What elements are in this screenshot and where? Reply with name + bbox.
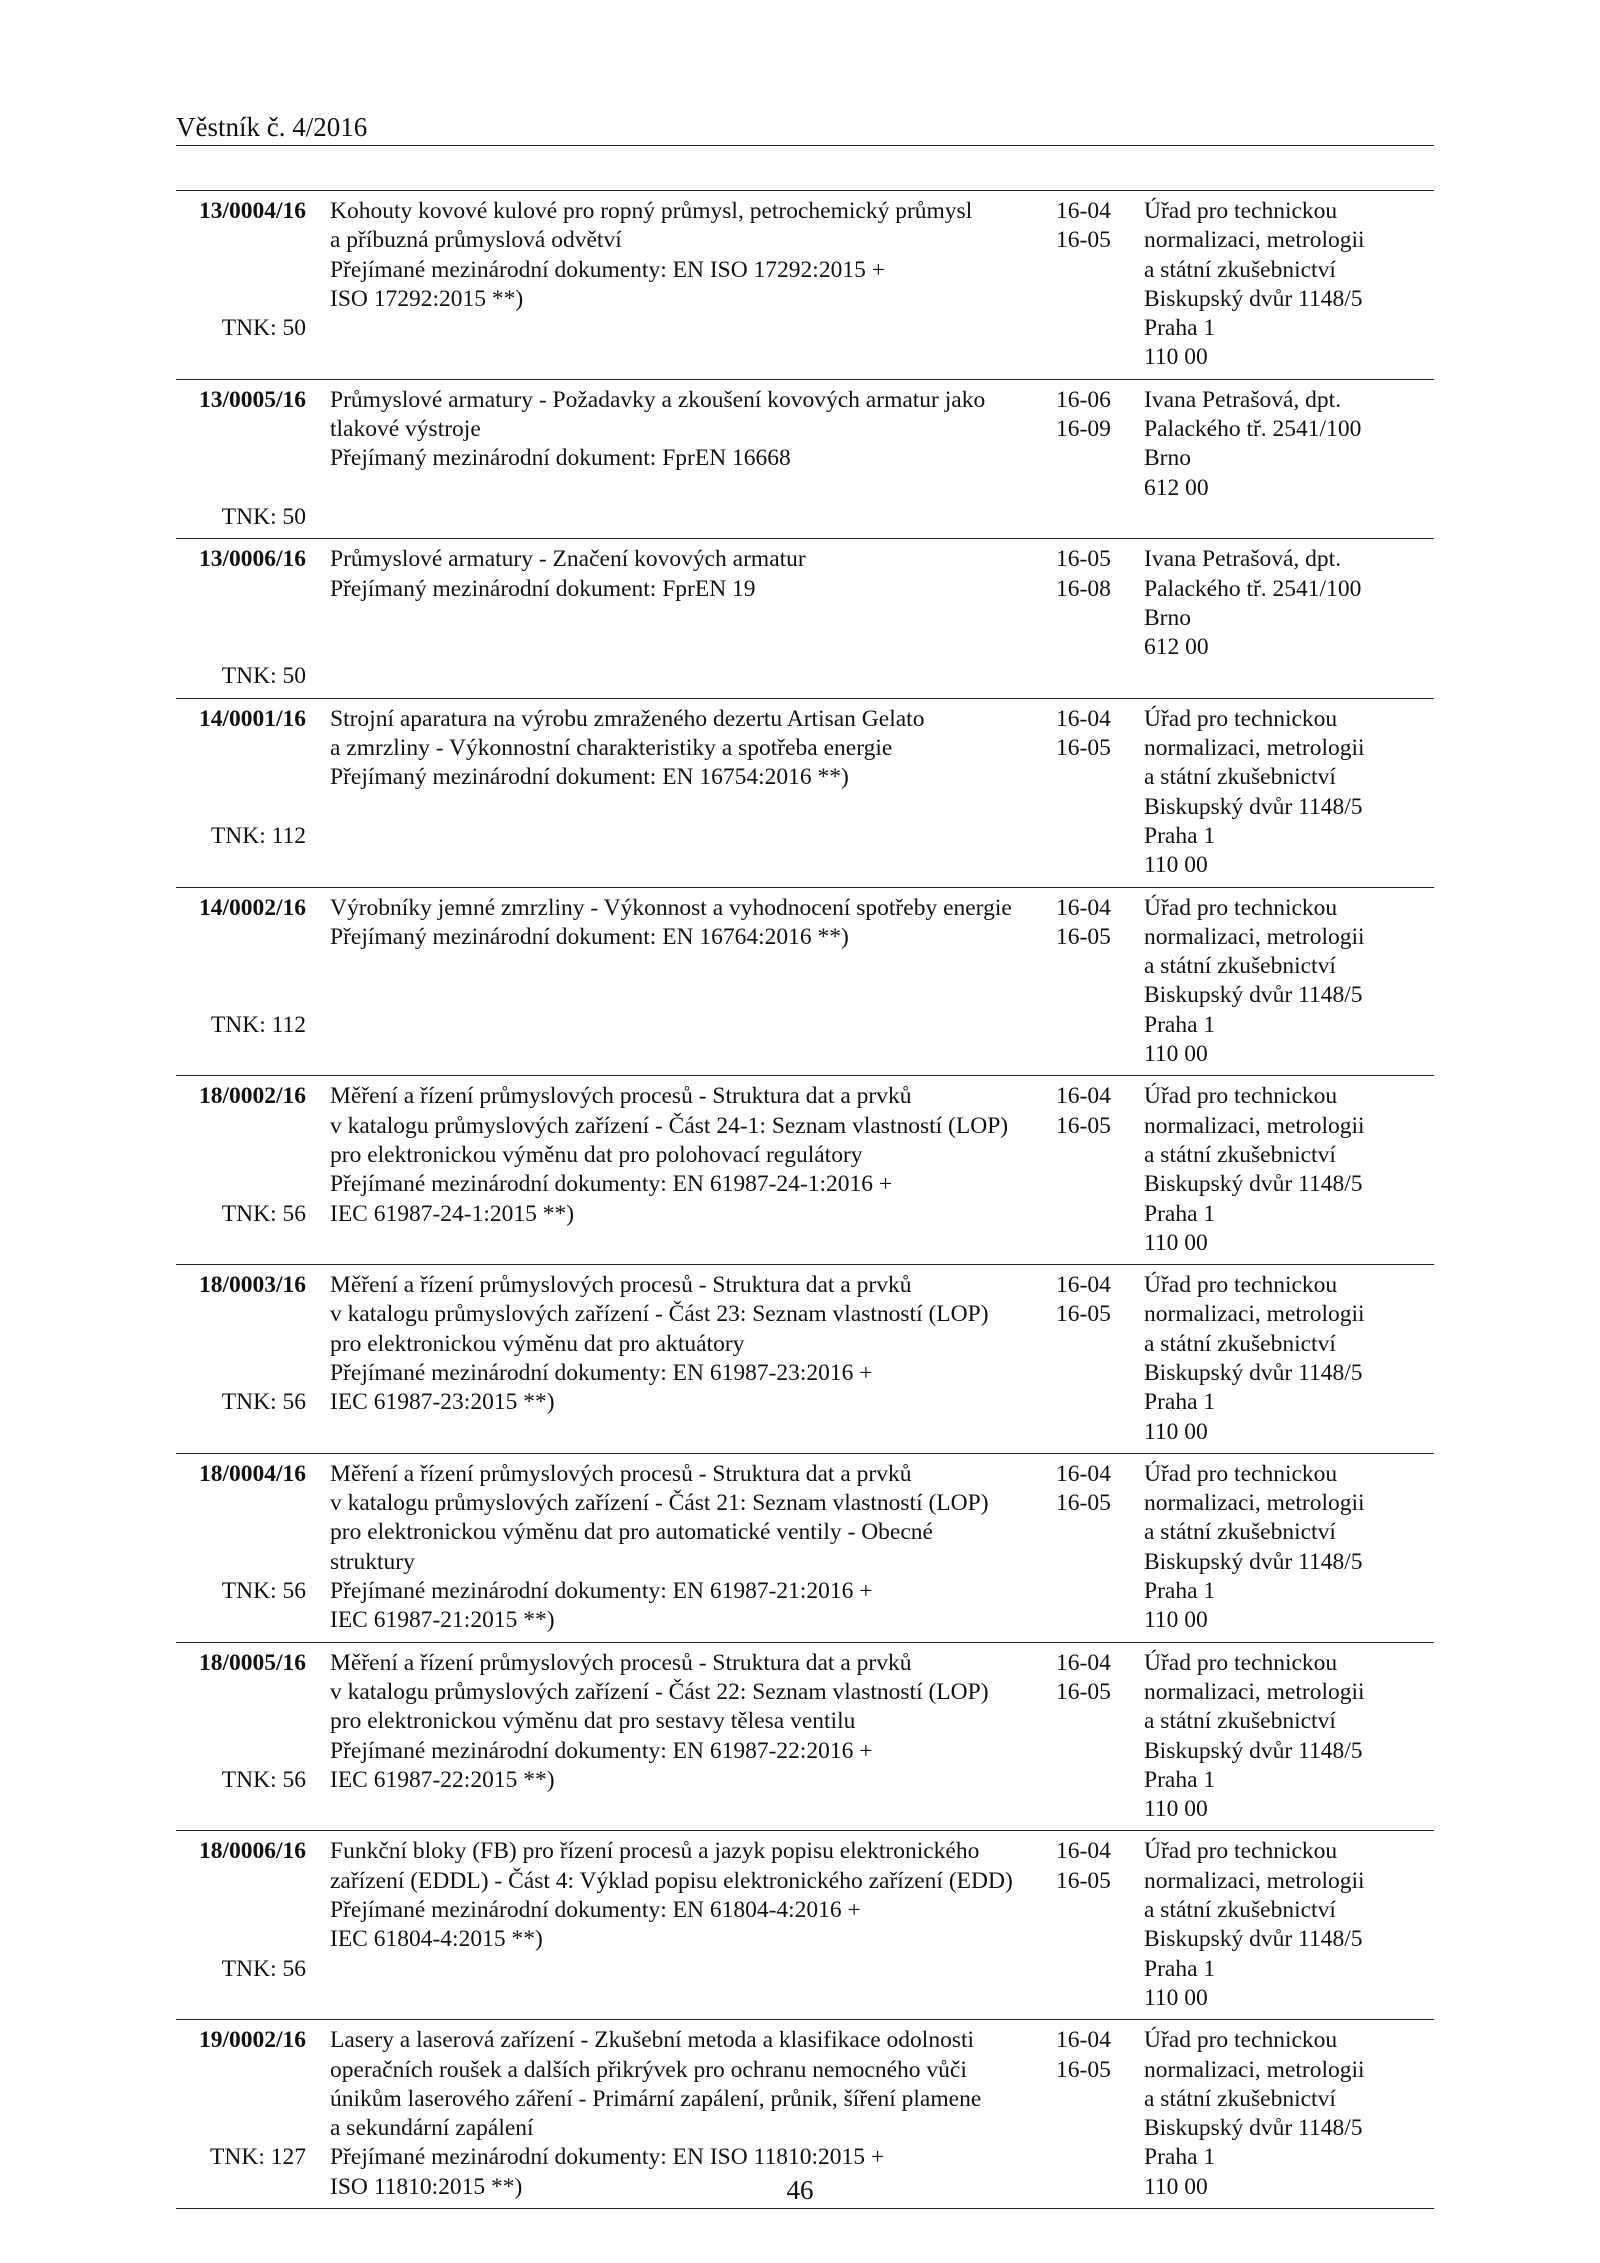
entry-code: 14/0001/16 [198, 705, 306, 732]
entry-description-line: pro elektronickou výměnu dat pro aktuátory [330, 1330, 745, 1357]
entry-dates-cell [1056, 1642, 1144, 1831]
entry-address-line: Praha 1 [1144, 1011, 1216, 1038]
entry-address-line: normalizaci, metrologii [1144, 735, 1365, 762]
entry-address-line: a státní zkušebnictví [1144, 2085, 1336, 2112]
entry-description-line: Přejímané mezinárodní dokumenty: EN 61987-23:2016 + [330, 1359, 873, 1386]
entry-date: 16-04 [1056, 2027, 1111, 2054]
entry-description-line: Měření a řízení průmyslových procesů - Struktura dat a prvků [330, 1272, 912, 1299]
entry-id-cell [176, 379, 330, 538]
entry-address-line: normalizaci, metrologii [1144, 1490, 1365, 1517]
entry-tnk: TNK: 127 [210, 2144, 306, 2171]
entry-address-line: Praha 1 [1144, 1955, 1216, 1982]
entry-address-line: Praha 1 [1144, 2144, 1216, 2171]
entry-description-line: Měření a řízení průmyslových procesů - Struktura dat a prvků [330, 1460, 912, 1487]
standard-entry-row [176, 1453, 1434, 1642]
entry-tnk: TNK: 56 [221, 1766, 306, 1793]
entry-tnk: TNK: 56 [221, 1389, 306, 1416]
entry-address-line: a státní zkušebnictví [1144, 1708, 1336, 1735]
entry-address-cell [1144, 1265, 1434, 1454]
entry-address-line: Úřad pro technickou [1144, 894, 1338, 921]
entry-description-line: struktury [330, 1548, 415, 1575]
entry-address-line: 612 00 [1144, 634, 1209, 661]
entry-description-cell [330, 1265, 1056, 1454]
entry-address-cell [1144, 539, 1434, 698]
entry-description-line: Výrobníky jemné zmrzliny - Výkonnost a vyhodnocení spotřeby energie [330, 894, 1012, 921]
page-number: 46 [786, 2175, 814, 2205]
entry-dates-cell [1056, 1831, 1144, 2020]
entry-address-line: normalizaci, metrologii [1144, 1867, 1365, 1894]
entry-date: 16-04 [1056, 198, 1111, 224]
entry-id-cell [176, 1642, 330, 1831]
entry-description-line: v katalogu průmyslových zařízení - Část 22: Seznam vlastností (LOP) [330, 1678, 989, 1705]
entry-description-line: Průmyslové armatury - Značení kovových armatur [330, 546, 806, 573]
entry-address-line: Praha 1 [1144, 822, 1216, 849]
entry-id-cell [176, 698, 330, 887]
entry-description-line: pro elektronickou výměnu dat pro automatické ventily - Obecné [330, 1519, 933, 1546]
standard-entry-row [176, 1265, 1434, 1454]
entry-address-line: 110 00 [1144, 1607, 1208, 1634]
entry-address-line: Úřad pro technickou [1144, 1838, 1338, 1865]
entry-date: 16-05 [1056, 1112, 1111, 1139]
entry-description-line: a zmrzliny - Výkonnostní charakteristiky a spotřeba energie [330, 735, 893, 762]
entry-address-line: Úřad pro technickou [1144, 705, 1338, 732]
entry-code: 18/0004/16 [198, 1460, 306, 1487]
entry-description-line: Přejímaný mezinárodní dokument: FprEN 16668 [330, 445, 791, 472]
entry-tnk: TNK: 56 [221, 1955, 306, 1982]
entry-address-line: Praha 1 [1144, 1200, 1216, 1227]
entry-date: 16-05 [1056, 2056, 1111, 2083]
entry-description-cell [330, 698, 1056, 887]
entry-address-line: a státní zkušebnictví [1144, 1897, 1336, 1924]
entry-address-line: normalizaci, metrologii [1144, 227, 1365, 254]
entry-address-line: Praha 1 [1144, 1766, 1216, 1793]
entry-address-cell [1144, 887, 1434, 1076]
entry-dates-cell [1056, 1453, 1144, 1642]
entry-address-cell [1144, 379, 1434, 538]
entry-date: 16-04 [1056, 1083, 1111, 1110]
entry-address-cell [1144, 1642, 1434, 1831]
standard-entry-row [176, 698, 1434, 887]
entry-description-line: pro elektronickou výměnu dat pro sestavy tělesa ventilu [330, 1708, 856, 1735]
entry-description-line: Přejímané mezinárodní dokumenty: EN 61987-22:2016 + [330, 1737, 873, 1764]
entry-code: 18/0002/16 [198, 1083, 306, 1110]
entry-description-cell [330, 1453, 1056, 1642]
entry-id-cell [176, 887, 330, 1076]
entry-dates-cell [1056, 539, 1144, 698]
standard-entry-row [176, 887, 1434, 1076]
entry-description-line: v katalogu průmyslových zařízení - Část 21: Seznam vlastností (LOP) [330, 1490, 989, 1517]
entry-description-line: únikům laserového záření - Primární zapálení, průnik, šíření plamene [330, 2085, 982, 2112]
entry-description-line: Měření a řízení průmyslových procesů - Struktura dat a prvků [330, 1083, 912, 1110]
entry-description-line: zařízení (EDDL) - Část 4: Výklad popisu elektronického zařízení (EDD) [330, 1867, 1013, 1894]
entry-description-line: Strojní aparatura na výrobu zmraženého dezertu Artisan Gelato [330, 705, 925, 732]
entry-address-cell [1144, 1453, 1434, 1642]
entry-address-line: Úřad pro technickou [1144, 1083, 1338, 1110]
entry-address-line: a státní zkušebnictví [1144, 1330, 1336, 1357]
entry-description-line: IEC 61804-4:2015 **) [330, 1926, 543, 1953]
entry-tnk: TNK: 56 [221, 1578, 306, 1605]
standard-entry-row [176, 191, 1434, 380]
standards-table [176, 190, 1434, 2209]
entry-code: 18/0005/16 [198, 1649, 306, 1676]
entry-address-line: Palackého tř. 2541/100 [1144, 416, 1362, 443]
entry-address-line: Praha 1 [1144, 315, 1216, 342]
standard-entry-row [176, 1831, 1434, 2020]
entry-address-line: Biskupský dvůr 1148/5 [1144, 1737, 1363, 1764]
entry-description-line: Přejímaný mezinárodní dokument: FprEN 19 [330, 575, 756, 602]
entry-date: 16-04 [1056, 1272, 1111, 1299]
entry-tnk: TNK: 112 [210, 822, 306, 849]
entry-address-line: 110 00 [1144, 1229, 1208, 1256]
entry-code: 18/0003/16 [198, 1272, 306, 1299]
entry-tnk: TNK: 50 [221, 503, 306, 530]
entry-address-line: Biskupský dvůr 1148/5 [1144, 285, 1363, 312]
standard-entry-row [176, 1642, 1434, 1831]
entry-address-line: Biskupský dvůr 1148/5 [1144, 793, 1363, 820]
entry-address-line: normalizaci, metrologii [1144, 1678, 1365, 1705]
entry-address-line: Palackého tř. 2541/100 [1144, 575, 1362, 602]
entry-address-cell [1144, 698, 1434, 887]
entry-address-line: normalizaci, metrologii [1144, 1301, 1365, 1328]
entry-description-line: v katalogu průmyslových zařízení - Část 24-1: Seznam vlastností (LOP) [330, 1112, 1009, 1139]
entry-description-cell [330, 1642, 1056, 1831]
entry-date: 16-04 [1056, 705, 1111, 732]
entry-description-line: Přejímaný mezinárodní dokument: EN 16764:2016 **) [330, 923, 849, 950]
entry-address-line: Biskupský dvůr 1148/5 [1144, 2115, 1363, 2142]
entry-address-line: Biskupský dvůr 1148/5 [1144, 1359, 1363, 1386]
entry-date: 16-05 [1056, 1867, 1111, 1894]
entry-description-cell [330, 379, 1056, 538]
entry-date: 16-04 [1056, 1649, 1111, 1676]
entry-description-line: IEC 61987-21:2015 **) [330, 1607, 555, 1634]
entry-address-line: Úřad pro technickou [1144, 1649, 1338, 1676]
entry-address-line: 110 00 [1144, 1984, 1208, 2011]
entry-address-line: Praha 1 [1144, 1389, 1216, 1416]
entry-date: 16-05 [1056, 923, 1111, 950]
entry-id-cell [176, 1265, 330, 1454]
entry-address-line: Úřad pro technickou [1144, 2027, 1338, 2054]
entry-date: 16-05 [1056, 735, 1111, 762]
entry-address-line: 110 00 [1144, 1418, 1208, 1445]
entry-address-line: a státní zkušebnictví [1144, 953, 1336, 980]
entry-description-line: Přejímané mezinárodní dokumenty: EN ISO 17292:2015 + [330, 256, 885, 283]
entry-address-line: Biskupský dvůr 1148/5 [1144, 1548, 1363, 1575]
entry-tnk: TNK: 50 [221, 315, 306, 342]
entry-address-line: Brno [1144, 604, 1191, 631]
entry-tnk: TNK: 50 [221, 663, 306, 690]
entry-description-line: IEC 61987-23:2015 **) [330, 1389, 555, 1416]
entry-date: 16-09 [1056, 416, 1111, 443]
entry-address-line: a státní zkušebnictví [1144, 1141, 1336, 1168]
entry-description-line: ISO 17292:2015 **) [330, 285, 524, 312]
entry-date: 16-06 [1056, 386, 1111, 413]
entry-description-line: IEC 61987-24-1:2015 **) [330, 1200, 575, 1227]
entry-description-line: Měření a řízení průmyslových procesů - Struktura dat a prvků [330, 1649, 912, 1676]
entry-date: 16-05 [1056, 1301, 1111, 1328]
standard-entry-row [176, 1076, 1434, 1265]
entry-code: 13/0005/16 [198, 386, 306, 413]
entry-dates-cell [1056, 379, 1144, 538]
entry-id-cell [176, 1076, 330, 1265]
entry-description-line: v katalogu průmyslových zařízení - Část 23: Seznam vlastností (LOP) [330, 1301, 989, 1328]
entry-address-line: Biskupský dvůr 1148/5 [1144, 1171, 1363, 1198]
entry-description-line: tlakové výstroje [330, 416, 481, 443]
entry-id-cell [176, 191, 330, 380]
header-divider [176, 145, 1434, 146]
entry-description-line: Funkční bloky (FB) pro řízení procesů a jazyk popisu elektronického [330, 1838, 980, 1865]
entry-date: 16-08 [1056, 575, 1111, 602]
entry-address-line: Biskupský dvůr 1148/5 [1144, 1926, 1363, 1953]
entry-description-line: a sekundární zapálení [330, 2115, 534, 2142]
entry-description-line: Přejímané mezinárodní dokumenty: EN 61987-24-1:2016 + [330, 1171, 893, 1198]
entry-dates-cell [1056, 887, 1144, 1076]
entry-dates-cell [1056, 698, 1144, 887]
entry-id-cell [176, 1453, 330, 1642]
entry-code: 13/0006/16 [198, 546, 306, 573]
entry-address-line: Biskupský dvůr 1148/5 [1144, 982, 1363, 1009]
entry-address-line: 612 00 [1144, 474, 1209, 501]
entry-code: 18/0006/16 [198, 1838, 306, 1865]
entry-address-cell [1144, 1076, 1434, 1265]
entry-address-line: Praha 1 [1144, 1578, 1216, 1605]
entry-description-cell [330, 539, 1056, 698]
entry-address-line: normalizaci, metrologii [1144, 1112, 1365, 1139]
entry-address-line: 110 00 [1144, 344, 1208, 371]
entry-description-cell [330, 191, 1056, 380]
standards-table-body [176, 191, 1434, 2209]
entry-address-line: a státní zkušebnictví [1144, 256, 1336, 283]
entry-description-line: Průmyslové armatury - Požadavky a zkoušení kovových armatur jako [330, 386, 986, 413]
entry-code: 14/0002/16 [198, 894, 306, 921]
entry-date: 16-05 [1056, 1490, 1111, 1517]
entry-code: 19/0002/16 [198, 2027, 306, 2054]
entry-description-line: operačních roušek a dalších přikrývek pro ochranu nemocného vůči [330, 2056, 967, 2083]
entry-description-cell [330, 1831, 1056, 2020]
entry-address-cell [1144, 1831, 1434, 2020]
entry-id-cell [176, 539, 330, 698]
entry-date: 16-04 [1056, 1838, 1111, 1865]
entry-description-line: Přejímané mezinárodní dokumenty: EN 61987-21:2016 + [330, 1578, 873, 1605]
entry-address-line: a státní zkušebnictví [1144, 1519, 1336, 1546]
entry-address-line: Ivana Petrašová, dpt. [1144, 386, 1342, 413]
entry-description-line: Přejímané mezinárodní dokumenty: EN 61804-4:2016 + [330, 1897, 861, 1924]
entry-address-line: 110 00 [1144, 852, 1208, 879]
entry-address-line: Úřad pro technickou [1144, 198, 1338, 224]
entry-address-line: normalizaci, metrologii [1144, 923, 1365, 950]
entry-address-line: a státní zkušebnictví [1144, 764, 1336, 791]
entry-id-cell [176, 1831, 330, 2020]
entry-address-cell [1144, 191, 1434, 380]
standard-entry-row [176, 379, 1434, 538]
entry-date: 16-05 [1056, 546, 1111, 573]
page-header-title: Věstník č. 4/2016 [176, 112, 368, 142]
entry-description-line: Kohouty kovové kulové pro ropný průmysl, petrochemický průmysl [330, 198, 973, 224]
entry-description-line: IEC 61987-22:2015 **) [330, 1766, 555, 1793]
entry-address-line: normalizaci, metrologii [1144, 2056, 1365, 2083]
entry-date: 16-05 [1056, 227, 1111, 254]
entry-dates-cell [1056, 191, 1144, 380]
entry-description-line: ISO 11810:2015 **) [330, 2173, 523, 2200]
entry-tnk: TNK: 56 [221, 1200, 306, 1227]
entry-address-line: Brno [1144, 445, 1191, 472]
entry-dates-cell [1056, 1265, 1144, 1454]
entry-address-line: 110 00 [1144, 1796, 1208, 1823]
entry-description-line: Přejímané mezinárodní dokumenty: EN ISO 11810:2015 + [330, 2144, 885, 2171]
standard-entry-row [176, 539, 1434, 698]
entry-address-line: 110 00 [1144, 2173, 1208, 2200]
entry-code: 13/0004/16 [198, 198, 306, 224]
entry-address-line: 110 00 [1144, 1041, 1208, 1068]
entry-description-cell [330, 887, 1056, 1076]
entry-date: 16-04 [1056, 894, 1111, 921]
entry-address-line: Úřad pro technickou [1144, 1460, 1338, 1487]
entry-description-cell [330, 1076, 1056, 1265]
entry-description-line: Přejímaný mezinárodní dokument: EN 16754:2016 **) [330, 764, 849, 791]
entry-description-line: Lasery a laserová zařízení - Zkušební metoda a klasifikace odolnosti [330, 2027, 975, 2054]
entry-address-line: Ivana Petrašová, dpt. [1144, 546, 1342, 573]
entry-dates-cell [1056, 1076, 1144, 1265]
entry-date: 16-05 [1056, 1678, 1111, 1705]
entry-description-line: a příbuzná průmyslová odvětví [330, 227, 622, 254]
entry-date: 16-04 [1056, 1460, 1111, 1487]
entry-tnk: TNK: 112 [210, 1011, 306, 1038]
entry-address-line: Úřad pro technickou [1144, 1272, 1338, 1299]
entry-description-line: pro elektronickou výměnu dat pro polohovací regulátory [330, 1141, 863, 1168]
